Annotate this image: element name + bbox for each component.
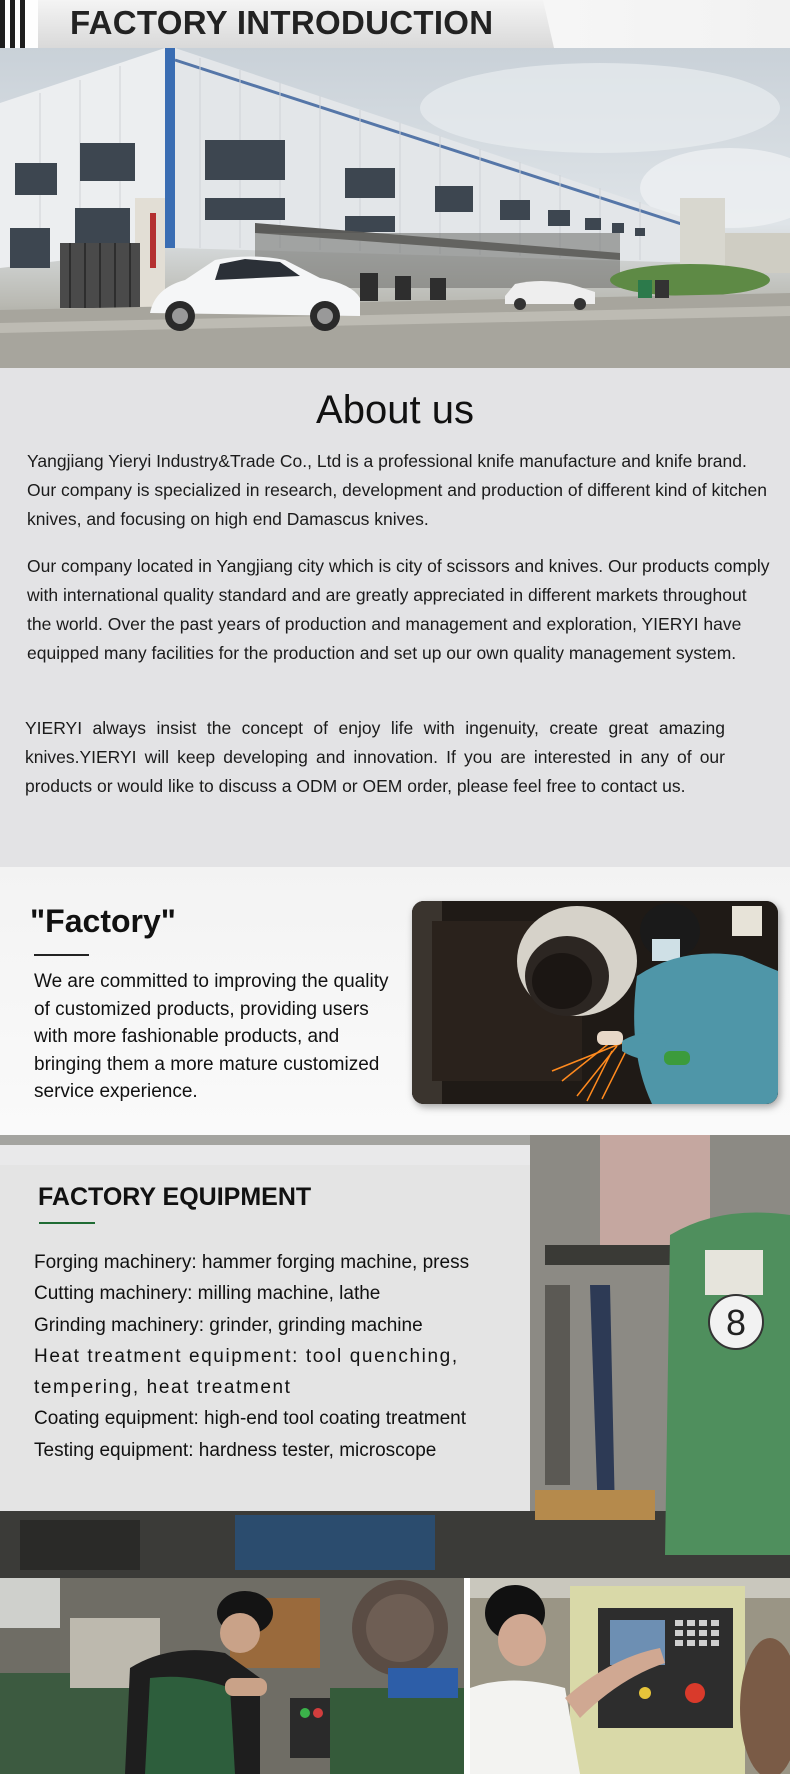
equipment-item: Testing equipment: hardness tester, microscope [34,1439,437,1461]
machine-operator-photo [0,1578,464,1774]
header-stripes [0,0,25,48]
equipment-title: FACTORY EQUIPMENT [38,1183,312,1211]
factory-section [0,867,790,1135]
section-header [0,0,790,48]
machine-number: 8 [725,1302,747,1343]
page-title: FACTORY INTRODUCTION [70,4,494,41]
about-section [0,368,790,867]
equipment-item: Heat treatment equipment: tool quenching, tempering, heat treatment [34,1345,459,1399]
about-title: About us [316,388,474,432]
equipment-list [34,1247,514,1466]
equipment-title-underline [39,1222,95,1224]
cnc-operator-photo [470,1578,790,1774]
about-paragraph-3: YIERYI always insist the concept of enjoy life with ingenuity, create great amazing knives.YIERYI will keep developing and innovation. If you are interested in any of our products or would like to discuss a ODM or OEM order, please feel free to contact us. [25,718,725,796]
equipment-section [0,1135,790,1578]
factory-title-underline [34,954,89,956]
equipment-item: Coating equipment: high-end tool coating treatment [34,1408,466,1430]
about-paragraph-1: Yangjiang Yieryi Industry&Trade Co., Ltd is a professional knife manufacture and knife brand. Our company is specialized in research, development and production of different kind of kitchen knives, and focusing on high end Damascus knives. [27,451,767,529]
grinding-worker-photo [412,901,778,1104]
factory-title: "Factory" [30,903,176,939]
about-paragraph-2: Our company located in Yangjiang city which is city of scissors and knives. Our products comply with international quality standard and are greatly appreciated in different markets throughout the world. Over the past years of production and management and exploration, YIERYI have equipped many facilities for the production and set up our own quality management system. [27,556,770,663]
equipment-item: Grinding machinery: grinder, grinding machine [34,1314,423,1336]
equipment-item: Forging machinery: hammer forging machine, press [34,1252,470,1273]
factory-building-photo [0,48,790,368]
factory-description: We are committed to improving the quality of customized products, providing users with more fashionable products, and bringing them a more mature customized service experience. [34,971,389,1102]
equipment-item: Cutting machinery: milling machine, lathe [34,1283,381,1305]
